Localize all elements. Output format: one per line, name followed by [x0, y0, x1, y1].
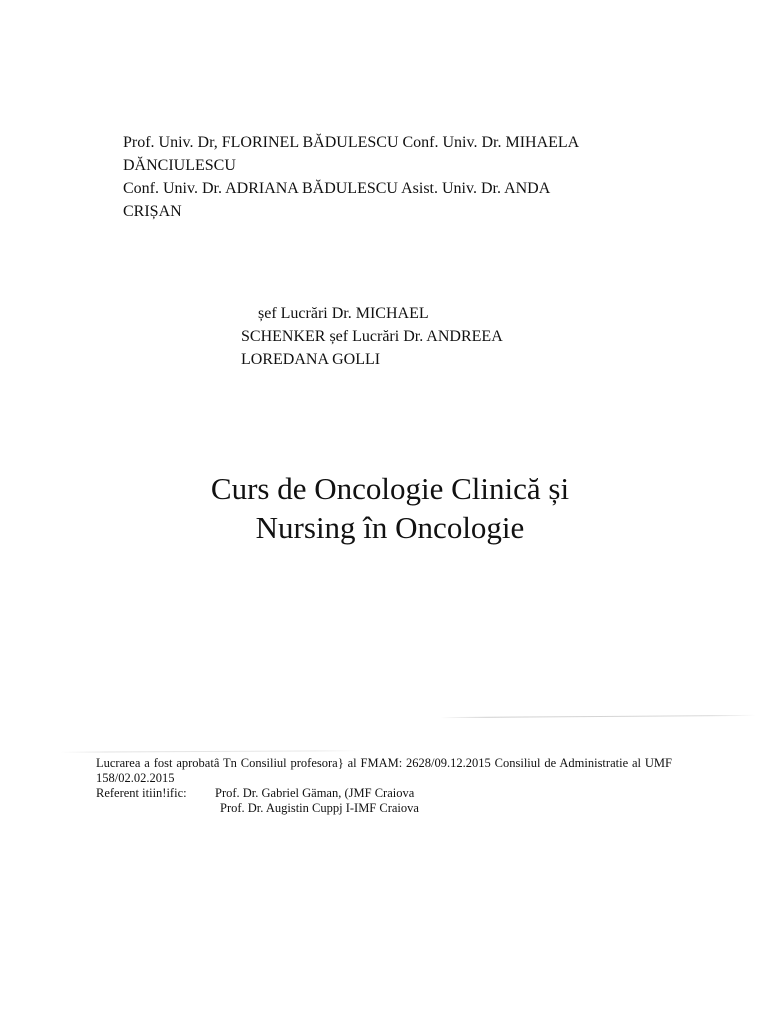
author-line: LOREDANA GOLLI	[241, 351, 381, 368]
scan-artifact-line	[440, 715, 756, 718]
title-line: Nursing în Oncologie	[255, 510, 525, 545]
authors-block-middle	[241, 302, 581, 371]
author-line: șef Lucrări Dr. MICHAEL	[258, 305, 429, 322]
author-line: Prof. Univ. Dr, FLORINEL BĂDULESCU Conf. Univ. Dr. MIHAELA	[123, 134, 580, 151]
title-line: Curs de Oncologie Clinică și	[210, 471, 570, 506]
authors-block-top	[123, 131, 683, 223]
referent-name: Prof. Dr. Gabriel Gäman, (JMF Craiova	[215, 786, 415, 800]
author-line: DĂNCIULESCU	[123, 157, 236, 174]
referent-name: Prof. Dr. Augistin Cuppj I-IMF Craiova	[220, 801, 419, 815]
author-line: CRIȘAN	[123, 203, 182, 220]
author-line: Conf. Univ. Dr. ADRIANA BĂDULESCU Asist. Univ. Dr. ANDA	[123, 180, 551, 197]
document-title	[120, 469, 660, 547]
referent-row	[96, 786, 672, 801]
referent-label: Referent itiin!ific:	[96, 786, 187, 800]
author-line: SCHENKER șef Lucrări Dr. ANDREEA	[241, 328, 503, 345]
approval-text: Lucrarea a fost aprobatâ Tn Consiliul profesora} al FMAM: 2628/09.12.2015 Consiliul de Administratie al UMF 158/02.02.2015	[96, 756, 672, 785]
approval-footer	[96, 756, 672, 816]
scan-artifact-line	[60, 750, 360, 753]
